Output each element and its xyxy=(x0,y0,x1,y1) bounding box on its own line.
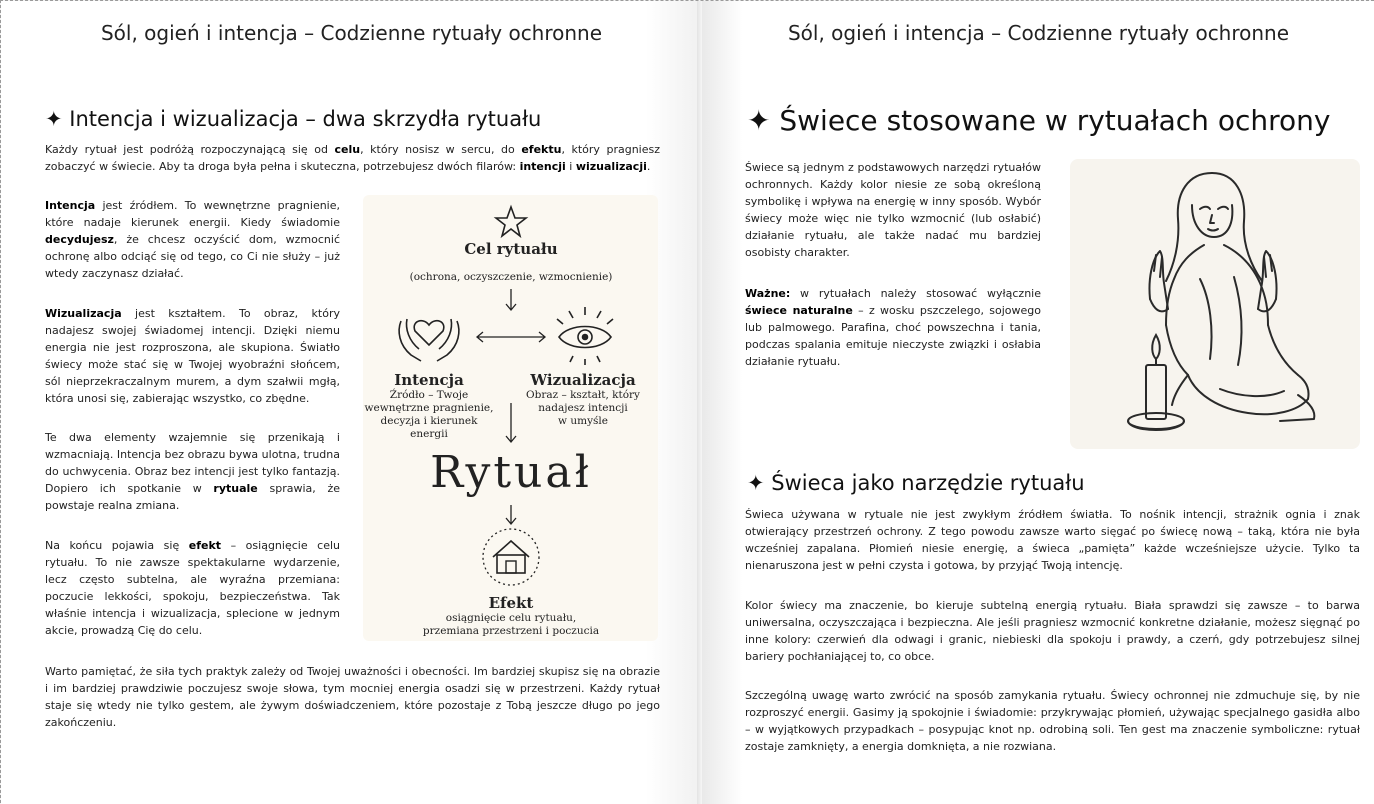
elements-paragraph xyxy=(45,429,340,514)
arrow-down-icon xyxy=(506,403,516,442)
text-run: – z wosku pszczelego, sojowego lub palmowego. Parafina, choć powszechna i tania, podczas spalania emituje nieczyste związki i osłabia działanie rytuału. xyxy=(745,304,1041,368)
intent-title: Intencja xyxy=(394,371,464,389)
ritual-title: Rytuał xyxy=(430,447,592,498)
section-heading: ✦ Intencja i wizualizacja – dwa skrzydła rytuału xyxy=(45,107,542,131)
bold-run: intencji xyxy=(519,160,566,173)
praying-woman-illustration xyxy=(1070,159,1360,449)
eye-icon xyxy=(557,307,613,365)
text-run: Na końcu pojawia się xyxy=(45,539,189,552)
running-head: Sól, ogień i intencja – Codzienne rytuały ochronne xyxy=(787,21,1290,45)
visualization-paragraph xyxy=(45,305,340,407)
bold-run: rytuale xyxy=(213,482,258,495)
candle-tool-paragraph: Świeca używana w rytuale nie jest zwykłym źródłem światła. To nośnik intencji, strażnik ognia i znak otwierający przestrzeń ochrony. Z tego powodu zawsze warto sięgać po świecę nową – taką, która nie była wcześniej zapalana. Płomień niesie energię, a świeca „pamięta” każde wcześniejsze użycie. Tylko ta nienaruszona jest w pełni czysta i gotowa, by przyjąć Twoją intencję. xyxy=(745,508,1360,572)
effect-paragraph xyxy=(45,537,340,639)
candle-color-paragraph: Kolor świecy ma znaczenie, bo kieruje subtelną energią rytuału. Biała sprawdzi się zawsze – to barwa uniwersalna, oczyszczająca i bezpieczna. Ale jeśli pragniesz wzmocnić konkretne działanie, możesz sięgnąć po inne kolory: czerwień dla odwagi i granic, niebieski dla spokoju i prawdy, a czerń, gdy potrzebujesz silnej bariery pochłaniającej to, co obce. xyxy=(745,599,1360,663)
text-run: jest źródłem. To wewnętrzne pragnienie, które nadaje kierunek energii. Kiedy świadomie xyxy=(45,199,340,229)
intent-line: Źródło – Twoje xyxy=(389,389,469,401)
bold-run: decydujesz xyxy=(45,233,114,246)
intent-line: energii xyxy=(410,428,448,440)
effect-line: osiągnięcie celu rytuału, xyxy=(445,612,577,624)
bold-run: efekt xyxy=(188,539,222,552)
visualization-line: w umyśle xyxy=(558,415,608,427)
star-icon xyxy=(496,207,526,236)
bold-run: celu xyxy=(334,143,361,156)
closing-paragraph: Warto pamiętać, że siła tych praktyk zależy od Twojej uważności i obecności. Im bardziej skupisz się na obrazie i im bardziej prawdziwie poczujesz swoje słowa, tym mocniej energia osadzi się w przestrzeni. Każdy rytuał staje się wtedy nie tylko gestem, ale żywym doświadczeniem, które pozostaje z Tobą jeszcze długo po jego zakończeniu. xyxy=(45,665,660,729)
text-run: – osiągnięcie celu rytuału. To nie zawsze spektakularne wydarzenie, lecz często subtelna, ale wyraźna przemiana: poczucie lekkości, spokoju, bezpieczeństwa. Tak właśnie intencja i wizualizacja, splecione w jednym akcie, prowadzą Cię do celu. xyxy=(45,539,340,637)
text-run: Te dwa elementy wzajemnie się przenikają i wzmacniają. Intencja bez obrazu bywa ulotna, trudna do uchwycenia. Obraz bez intencji jest tylko fantazją. Dopiero ich spotkanie w xyxy=(45,431,340,495)
effect-title: Efekt xyxy=(488,594,534,612)
text-run: , który pragniesz zobaczyć w świecie. Aby ta droga była pełna i skuteczna, potrzebujesz dwóch filarów: xyxy=(45,143,661,173)
double-arrow-icon xyxy=(477,332,545,342)
arrow-down-icon xyxy=(506,505,516,524)
closing-ritual-paragraph: Szczególną uwagę warto zwrócić na sposób zamykania rytuału. Świecy ochronnej nie zdmuchuje się, by nie rozproszyć energii. Gasimy ją spokojnie i świadomie: przykrywając płomień, używając specjalnego gasidła albo – w wyjątkowych przypadkach – posypując knot np. odrobiną soli. Ten gest ma znaczenie symboliczne: rytuał zostaje zamknięty, a energia domknięta, a nie rozwiana. xyxy=(745,689,1360,753)
bold-run: efektu xyxy=(521,143,562,156)
arrow-down-icon xyxy=(506,289,516,310)
text-run: i xyxy=(565,160,576,173)
intent-line: decyzja i kierunek xyxy=(380,415,478,427)
bold-run: Intencja xyxy=(45,199,96,212)
text-run: . xyxy=(646,160,651,173)
goal-subtitle: (ochrona, oczyszczenie, wzmocnienie) xyxy=(409,271,613,283)
goal-title: Cel rytuału xyxy=(464,240,558,258)
text-run: sprawia, że powstaje realna zmiana. xyxy=(45,482,340,512)
ritual-diagram xyxy=(363,195,658,641)
praying-woman-with-candle-icon xyxy=(1070,159,1360,449)
visualization-line: nadajesz intencji xyxy=(538,402,628,414)
bold-run: świece naturalne xyxy=(745,304,853,317)
left-page xyxy=(1,1,702,804)
candle-icon xyxy=(1128,335,1184,430)
visualization-title: Wizualizacja xyxy=(530,371,636,389)
text-run: , który nosisz w sercu, do xyxy=(360,143,522,156)
intent-line: wewnętrzne pragnienie, xyxy=(364,402,494,414)
bold-run: Ważne: xyxy=(745,287,791,300)
ritual-diagram-svg xyxy=(363,195,658,641)
heart-hands-icon xyxy=(399,319,459,361)
text-run: w rytuałach należy stosować wyłącznie xyxy=(790,287,1041,300)
candles-intro-paragraph: Świece są jednym z podstawowych narzędzi rytuałów ochronnych. Każdy kolor niesie ze sobą określoną symbolikę i wpływa na energię w inny sposób. Wybór świecy może więc nie tylko wzmocnić (lub osłabić) działanie rytuału, ale także nadać mu bardziej osobisty charakter. xyxy=(745,161,1041,259)
text-run: jest kształtem. To obraz, który nadajesz swojej świadomej intencji. Dzięki niemu energia nie jest rozproszona, ale skupiona. Światło świecy może stać się w Twojej wyobraźni słońcem, sól nieprzekraczalnym murem, a dym szałwii mgłą, która unosi się, zabierając wszystko, co zbędne. xyxy=(45,307,340,405)
section-heading: ✦ Świeca jako narzędzie rytuału xyxy=(747,471,1085,495)
bold-run: wizualizacji xyxy=(575,160,647,173)
effect-line: przemiana przestrzeni i poczucia xyxy=(422,625,600,637)
right-page xyxy=(702,1,1374,804)
bold-run: Wizualizacja xyxy=(45,307,122,320)
text-run: Każdy rytuał jest podróżą rozpoczynającą się od xyxy=(45,143,335,156)
important-note-paragraph xyxy=(745,285,1041,370)
intention-paragraph xyxy=(45,197,340,282)
section-heading: ✦ Świece stosowane w rytuałach ochrony xyxy=(747,104,1331,137)
intro-paragraph xyxy=(45,141,660,175)
house-icon xyxy=(483,529,539,585)
running-head: Sól, ogień i intencja – Codzienne rytuały ochronne xyxy=(100,21,603,45)
text-run: , że chcesz oczyścić dom, wzmocnić ochronę albo odciąć się od tego, co Ci nie służy – już wtedy zaczynasz działać. xyxy=(45,233,340,280)
visualization-line: Obraz – kształt, który xyxy=(526,389,640,401)
